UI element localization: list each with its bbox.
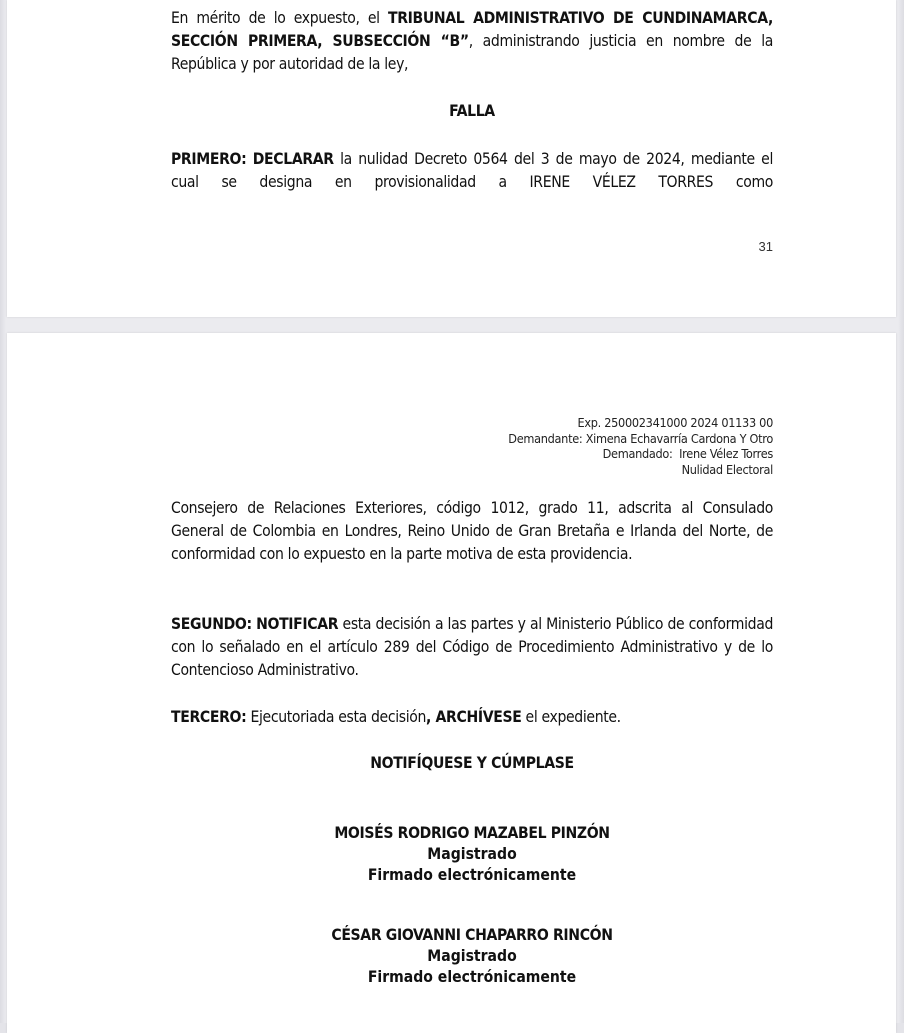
signature-status: Firmado electrónicamente <box>367 968 577 986</box>
expediente-number: Exp. 250002341000 2024 01133 00 <box>577 415 773 430</box>
page-31 <box>7 0 896 317</box>
signature-status: Firmado electrónicamente <box>367 866 577 884</box>
tercero-text: Ejecutoriada esta decisión <box>246 708 427 726</box>
tercero-label: TERCERO: <box>171 708 247 726</box>
tercero-paragraph <box>171 706 773 729</box>
court-name: TRIBUNAL ADMINISTRATIVO DE CUNDINAMARCA, SECCIÓN PRIMERA, SUBSECCIÓN “B” <box>171 9 773 50</box>
page-number: 31 <box>758 239 773 254</box>
case-header <box>307 415 773 477</box>
signatory-role: Magistrado <box>427 845 517 863</box>
tercero-action: , ARCHÍVESE <box>426 708 522 726</box>
page-32 <box>7 333 896 1033</box>
falla-heading: FALLA <box>449 102 495 120</box>
signatory-role: Magistrado <box>427 947 517 965</box>
intro-text: En mérito de lo expuesto, el <box>171 9 388 27</box>
case-type: Nulidad Electoral <box>681 461 773 477</box>
segundo-action: NOTIFICAR <box>256 615 339 633</box>
intro-paragraph <box>171 7 773 76</box>
signatory-name: MOISÉS RODRIGO MAZABEL PINZÓN <box>334 824 610 842</box>
demandado: Demandado: Irene Vélez Torres <box>602 446 773 462</box>
segundo-paragraph <box>171 613 773 682</box>
segundo-text: esta decisión a las partes y al Ministerio Público de conformidad con lo señalado en el artículo 289 del Código de Procedimiento Administrativo y de lo Contencioso Administrativo. <box>171 615 774 679</box>
signatory-name: CÉSAR GIOVANNI CHAPARRO RINCÓN <box>331 926 613 944</box>
segundo-label: SEGUNDO: <box>171 615 252 633</box>
primero-paragraph <box>171 148 773 194</box>
demandante: Demandante: Ximena Echavarría Cardona Y Otro <box>508 430 773 446</box>
primero-action: DECLARAR <box>252 150 334 168</box>
continuation-paragraph: Consejero de Relaciones Exteriores, código 1012, grado 11, adscrita al Consulado General de Colombia en Londres, Reino Unido de Gran Bretaña e Irlanda del Norte, de conformidad con lo expuesto en la parte motiva de esta providencia. <box>171 499 773 563</box>
primero-text: la nulidad Decreto 0564 del 3 de mayo de 2024, mediante el cual se designa en provisionalidad a IRENE VÉLEZ TORRES como <box>171 150 773 191</box>
signature-block <box>171 925 773 988</box>
tercero-text-end: el expediente. <box>521 708 621 726</box>
primero-label: PRIMERO: <box>171 150 247 168</box>
closing-formula: NOTIFÍQUESE Y CÚMPLASE <box>370 754 574 772</box>
signature-block <box>171 823 773 886</box>
intro-text-end: , administrando justicia en nombre de la República y por autoridad de la ley, <box>171 32 773 73</box>
